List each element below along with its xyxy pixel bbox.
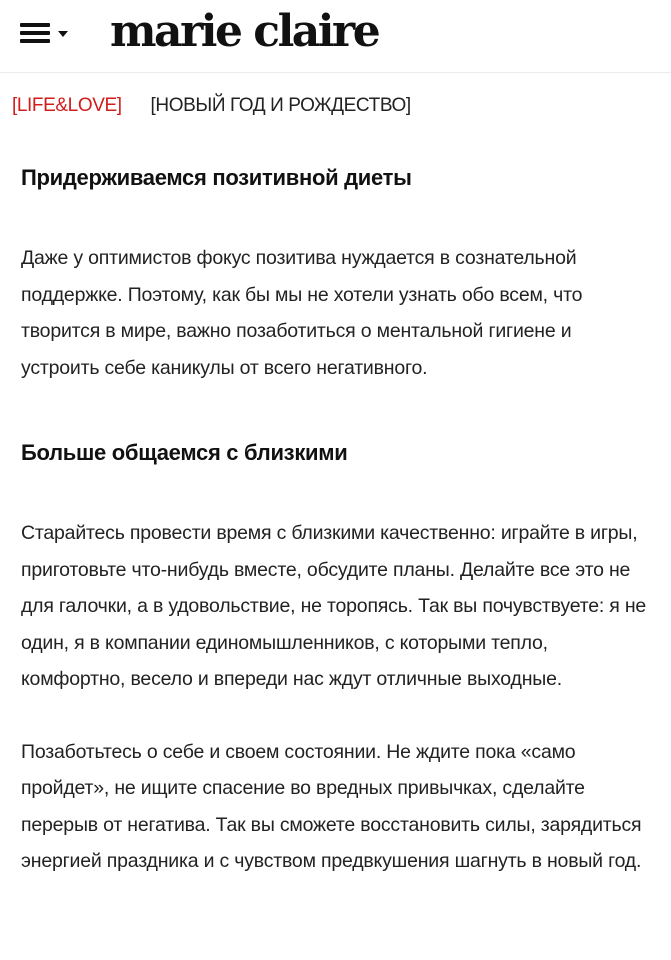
paragraph-loved-ones-2: Позаботьтесь о себе и своем состоянии. Не ждите пока «само пройдет», не ищите спасение во вредных привычках, сделайте перерыв от негатива. Так вы сможете восстановить силы, зарядиться энергией праздника и с чувством предвкушения шагнуть в новый год. <box>21 740 642 872</box>
article-tags <box>12 94 411 118</box>
site-header <box>0 0 671 73</box>
article-body <box>21 150 653 880</box>
paragraph-positive-diet: Даже у оптимистов фокус позитива нуждается в сознательной поддержке. Поэтому, как бы мы не хотели узнать обо всем, что творится в мире, важно позаботиться о ментальной гигиене и устроить себе каникулы от всего негативного. <box>21 247 583 379</box>
site-logo[interactable]: marie claire <box>110 6 379 57</box>
menu-button[interactable] <box>20 20 74 50</box>
paragraph-loved-ones-1: Старайтесь провести время с близкими качественно: играйте в игры, приготовьте что-нибудь вместе, обсудите планы. Делайте все это не для галочки, а в удовольствие, не торопясь. Так вы почувствуете: я не один, я в компании единомышленников, с которыми тепло, комфортно, весело и впереди нас ждут отличные выходные. <box>21 522 647 690</box>
chevron-down-icon <box>58 31 68 37</box>
tag-life-love[interactable]: [LIFE&LOVE] <box>12 95 122 116</box>
section-heading-loved-ones: Больше общаемся с близкими <box>21 440 348 465</box>
tag-new-year-christmas[interactable]: [НОВЫЙ ГОД И РОЖДЕСТВО] <box>150 95 411 116</box>
hamburger-menu-icon <box>20 23 50 44</box>
section-heading-positive-diet: Придерживаемся позитивной диеты <box>21 165 412 190</box>
